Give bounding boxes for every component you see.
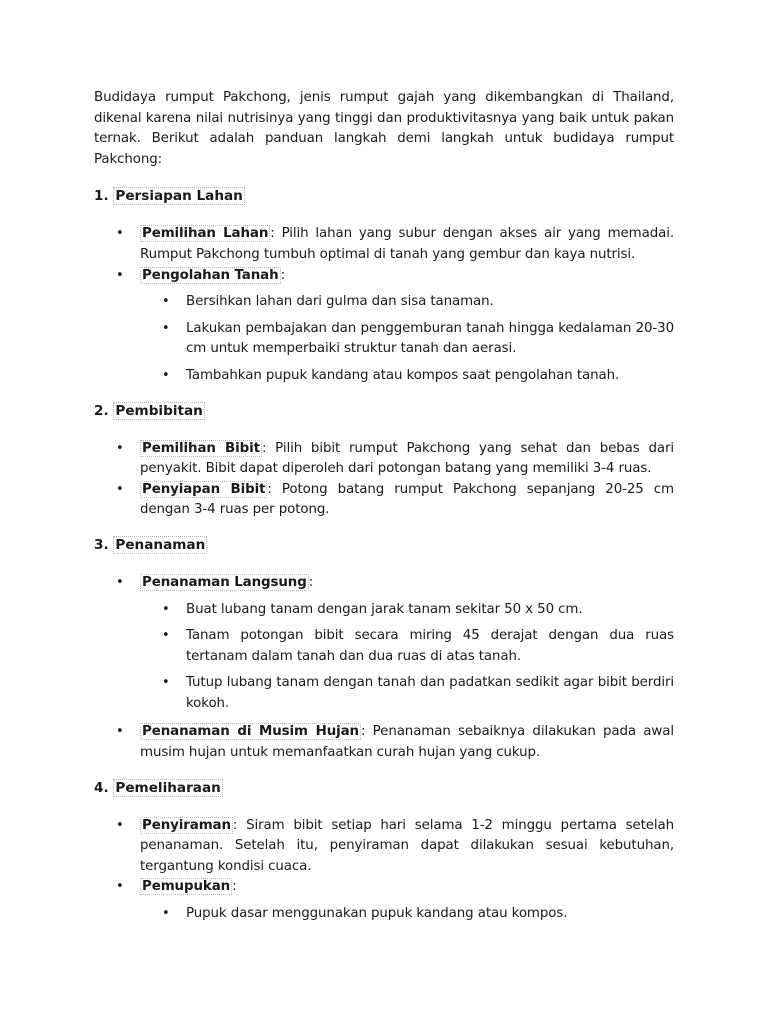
item-term: Penyiapan Bibit	[142, 481, 266, 497]
sub-list-item: • Bersihkan lahan dari gulma dan sisa tanaman.	[140, 292, 674, 313]
section-heading-1	[94, 186, 674, 206]
section-heading-2	[94, 401, 674, 421]
item-text: :	[308, 574, 314, 590]
section-number: 4.	[94, 779, 109, 796]
item-term: Pemupukan	[142, 879, 231, 895]
sub-list-item: • Lakukan pembajakan dan penggemburan tanah hingga kedalaman 20-30 cm untuk memperbaiki struktur tanah dan aerasi.	[140, 319, 674, 360]
list-item	[94, 573, 674, 715]
section-heading-4	[94, 778, 674, 798]
sub-list-item: • Pupuk dasar menggunakan pupuk kandang atau kompos.	[140, 904, 674, 925]
section-title: Pembibitan	[115, 402, 203, 419]
sub-list-item: • Tanam potongan bibit secara miring 45 derajat dengan dua ruas tertanam dalam tanah dan dua ruas di atas tanah.	[140, 626, 674, 667]
list-item	[94, 877, 674, 924]
item-text: : Siram bibit setiap hari selama 1-2 minggu pertama setelah penanaman. Setelah itu, penyiraman dapat dilakukan sesuai kebutuhan, tergantung kondisi cuaca.	[140, 817, 674, 874]
sub-list-item: • Tambahkan pupuk kandang atau kompos saat pengolahan tanah.	[140, 366, 674, 387]
section-title: Persiapan Lahan	[115, 188, 243, 205]
section-3-list	[94, 573, 674, 764]
section-number: 2.	[94, 402, 109, 419]
list-item	[94, 266, 674, 387]
list-item	[94, 224, 674, 265]
section-title: Penanaman	[115, 536, 206, 553]
item-term: Pemilihan Bibit	[142, 440, 260, 456]
item-text: :	[232, 879, 237, 895]
section-number: 3.	[94, 536, 109, 553]
sub-list	[140, 600, 674, 715]
item-text: : Penanaman sebaiknya dilakukan pada awal musim hujan untuk memanfaatkan curah hujan yang cukup.	[140, 724, 674, 761]
item-term: Penanaman di Musim Hujan	[142, 724, 359, 740]
list-item	[94, 439, 674, 480]
section-4-list	[94, 816, 674, 925]
sub-list	[140, 292, 674, 386]
item-text: :	[280, 267, 285, 283]
list-item	[94, 480, 674, 521]
sub-list-item: • Buat lubang tanam dengan jarak tanam sekitar 50 x 50 cm.	[140, 600, 674, 621]
item-term: Pemilihan Lahan	[142, 226, 269, 242]
section-2-list	[94, 439, 674, 521]
section-heading-3	[94, 535, 674, 555]
item-term: Pengolahan Tanah	[142, 267, 279, 283]
item-term: Penanaman Langsung	[142, 574, 307, 590]
sub-list-item: • Tutup lubang tanam dengan tanah dan padatkan sedikit agar bibit berdiri kokoh.	[140, 673, 674, 714]
list-item	[94, 722, 674, 763]
item-text: : Pilih lahan yang subur dengan akses air yang memadai. Rumput Pakchong tumbuh optimal di tanah yang gembur dan kaya nutrisi.	[140, 226, 674, 262]
item-term: Penyiraman	[142, 817, 231, 833]
section-1-list	[94, 224, 674, 386]
section-title: Pemeliharaan	[115, 779, 221, 796]
intro-paragraph: Budidaya rumput Pakchong, jenis rumput gajah yang dikembangkan di Thailand, dikenal karena nilai nutrisinya yang tinggi dan produktivitasnya yang baik untuk pakan ternak. Berikut adalah panduan langkah demi langkah untuk budidaya rumput Pakchong:	[94, 90, 674, 167]
sub-list	[140, 904, 674, 925]
list-item	[94, 816, 674, 878]
section-number: 1.	[94, 188, 109, 205]
item-text: : Potong batang rumput Pakchong sepanjang 20-25 cm dengan 3-4 ruas per potong.	[140, 481, 675, 518]
item-text: : Pilih bibit rumput Pakchong yang sehat dan bebas dari penyakit. Bibit dapat diperoleh dari potongan batang yang memiliki 3-4 ruas.	[140, 440, 674, 477]
